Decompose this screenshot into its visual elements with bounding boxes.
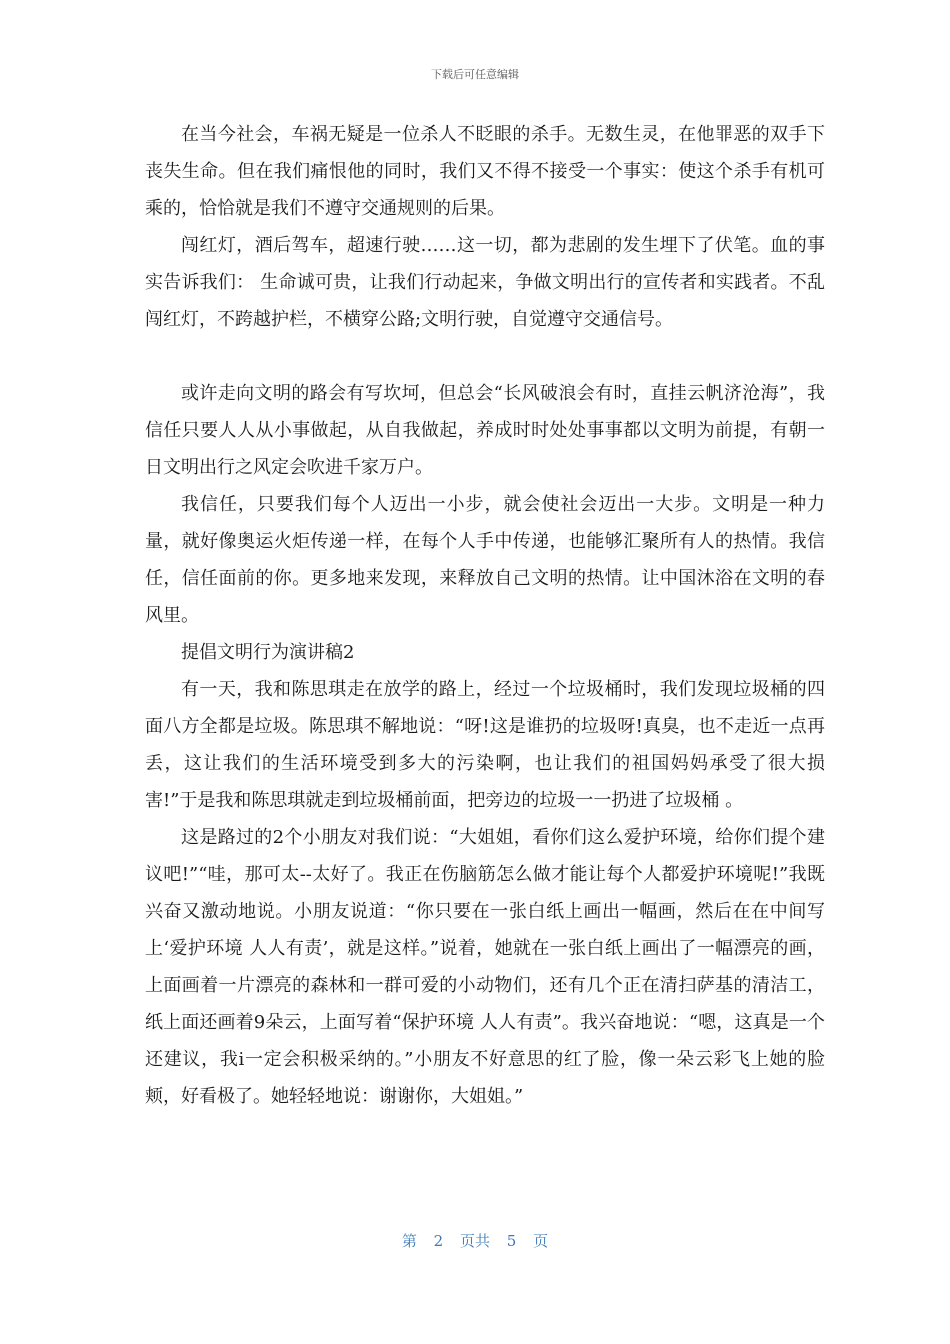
- section-title: 提倡文明行为演讲稿2: [181, 642, 355, 663]
- paragraph: 我信任，只要我们每个人迈出一小步，就会使社会迈出一大步。文明是一种力量，就好像奥运火炬传递一样，在每个人手中传递，也能够汇聚所有人的热情。我信任，信任面前的你。更多地来发现，来释放自己文明的热情。让中国沐浴在文明的春风里。: [145, 494, 825, 626]
- paragraph: 这是路过的2个小朋友对我们说：“大姐姐，看你们这么爱护环境，给你们提个建议吧!”“哇，那可太--太好了。我正在伤脑筋怎么做才能让每个人都爱护环境呢!”我既兴奋又激动地说。小朋友说道：“你只要在一张白纸上画出一幅画，然后在在中间写上‘爱护环境 人人有责’，就是这样。”说着，她就在一张白纸上画出了一幅漂亮的画，上面画着一片漂亮的森林和一群可爱的小动物们，还有几个正在清扫萨基的清洁工，纸上面还画着9朵云，上面写着“保护环境 人人有责”。我兴奋地说：“嗯，这真是一个还建议，我i一定会积极采纳的。”小朋友不好意思的红了脸，像一朵云彩飞上她的脸颊，好看极了。她轻轻地说：谢谢你，大姐姐。”: [145, 827, 825, 1107]
- page-header-note: 下载后可任意编辑: [431, 68, 519, 81]
- paragraph: 在当今社会，车祸无疑是一位杀人不眨眼的杀手。无数生灵，在他罪恶的双手下丧失生命。但在我们痛恨他的同时，我们又不得不接受一个事实：使这个杀手有机可乘的，恰恰就是我们不遵守交通规则的后果。: [145, 124, 825, 219]
- paragraph: 或许走向文明的路会有写坎坷，但总会“长风破浪会有时，直挂云帆济沧海”，我信任只要人人从小事做起，从自我做起，养成时时处处事事都以文明为前提，有朝一日文明出行之风定会吹进千家万户。: [145, 383, 825, 478]
- paragraph: 闯红灯，酒后驾车，超速行驶……这一切，都为悲剧的发生埋下了伏笔。血的事实告诉我们： 生命诚可贵，让我们行动起来，争做文明出行的宣传者和实践者。不乱闯红灯，不跨越护栏，不横穿公路;文明行驶，自觉遵守交通信号。: [145, 235, 825, 330]
- paragraph: 有一天，我和陈思琪走在放学的路上，经过一个垃圾桶时，我们发现垃圾桶的四面八方全都是垃圾。陈思琪不解地说：“呀!这是谁扔的垃圾呀!真臭，也不走近一点再丢，这让我们的生活环境受到多大的污染啊，也让我们的祖国妈妈承受了很大损害!”于是我和陈思琪就走到垃圾桶前面，把旁边的垃圾一一扔进了垃圾桶 。: [145, 679, 825, 811]
- document-body: [145, 116, 825, 1115]
- page-number-footer: 第 2 页共 5 页: [401, 1232, 549, 1250]
